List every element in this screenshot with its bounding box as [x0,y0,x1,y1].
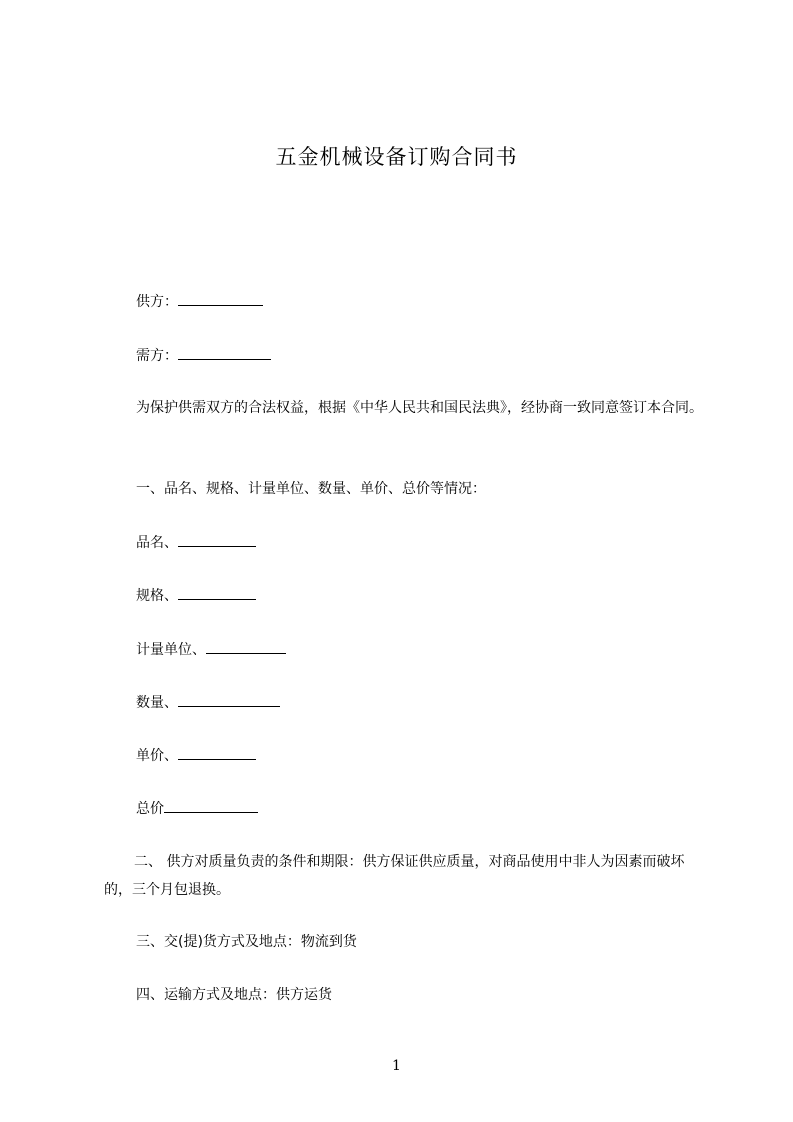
item-name-label: 品名、 [136,535,178,551]
buyer-line [136,345,271,366]
supplier-label: 供方： [136,294,178,310]
item-spec-line [136,585,256,606]
item-spec-label: 规格、 [136,588,178,604]
item-qty-line [136,692,280,713]
section-2-paragraph: 二、 供方对质量负责的条件和期限：供方保证供应质量，对商品使用中非人为因素而破坏的，三个月包退换。 [104,854,685,898]
supplier-line [136,291,263,312]
item-total-line [136,798,258,819]
item-price-line [136,745,256,766]
document-title: 五金机械设备订购合同书 [275,145,518,169]
item-qty-blank [178,692,280,707]
section-1-heading: 一、品名、规格、计量单位、数量、单价、总价等情况： [136,481,486,497]
buyer-label: 需方： [136,348,178,364]
item-qty-label: 数量、 [136,695,178,711]
section-3-line: 三、交(提)货方式及地点：物流到货 [136,934,357,950]
item-unit-blank [206,639,286,654]
item-total-blank [164,798,258,813]
item-name-blank [178,532,256,547]
item-name-line [136,532,256,553]
page-number: 1 [392,1058,401,1074]
item-spec-blank [178,585,256,600]
item-total-label: 总价 [136,801,164,817]
intro-paragraph: 为保护供需双方的合法权益，根据《中华人民共和国民法典》，经协商一致同意签订本合同。 [136,400,703,416]
item-unit-label: 计量单位、 [136,642,206,658]
item-price-label: 单价、 [136,748,178,764]
buyer-blank [178,345,271,360]
item-price-blank [178,745,256,760]
section-4-line: 四、运输方式及地点：供方运货 [136,987,332,1003]
item-unit-line [136,639,286,660]
supplier-blank [178,291,263,306]
